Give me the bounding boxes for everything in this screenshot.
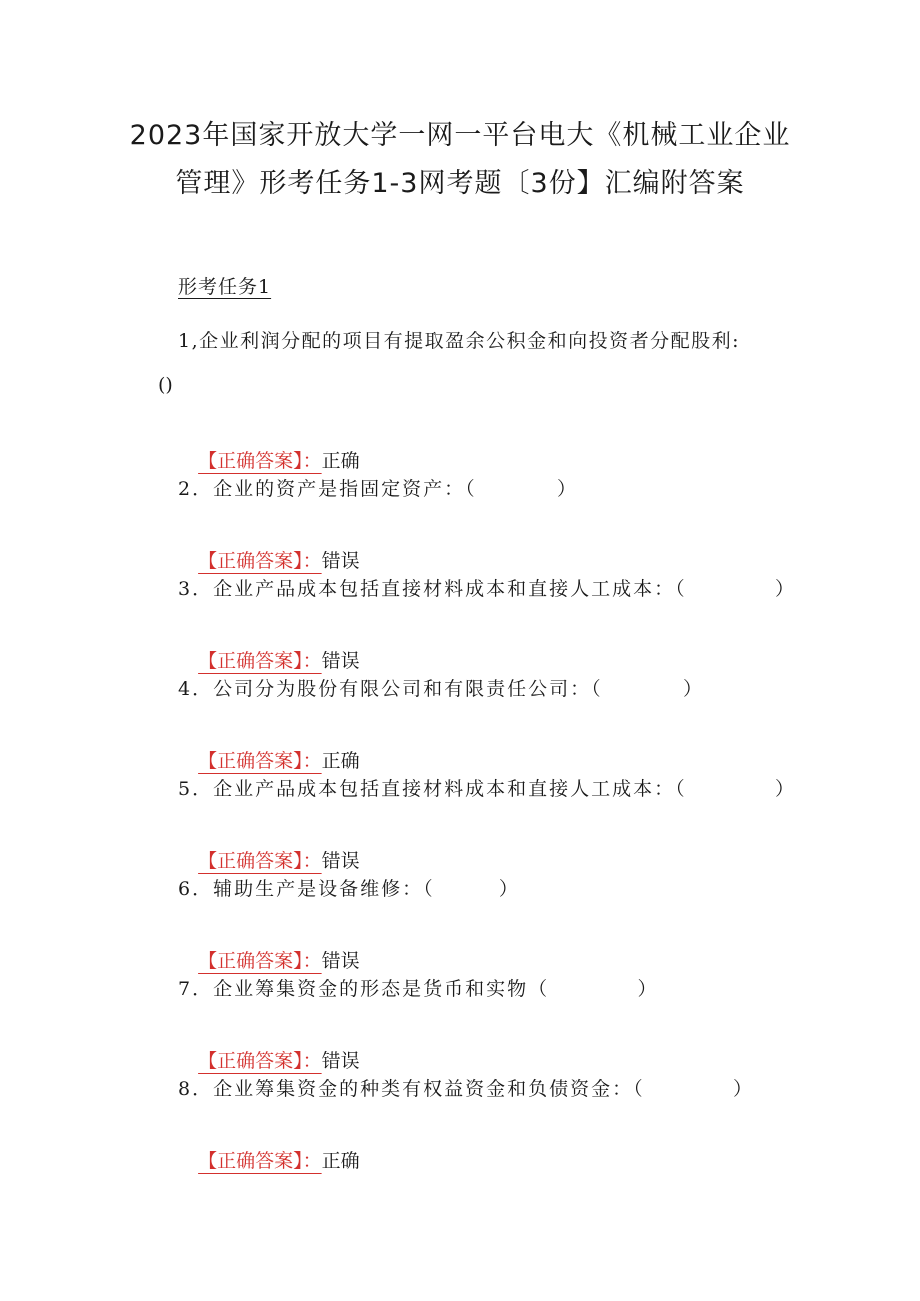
title-line-1: 2023年国家开放大学一网一平台电大《机械工业企业	[129, 120, 791, 151]
answer-value: 正确	[321, 750, 360, 772]
question-1: 1,企业利润分配的项目有提取盈余公积金和向投资者分配股利:	[178, 330, 741, 352]
answer-3	[186, 624, 360, 673]
answer-7	[186, 1024, 360, 1073]
answer-value: 错误	[321, 1050, 360, 1072]
question-3: 3．企业产品成本包括直接材料成本和直接人工成本：（ ）	[178, 578, 797, 600]
document-title	[60, 112, 860, 208]
answer-label: 【正确答案】：	[198, 650, 322, 672]
answer-label: 【正确答案】：	[198, 450, 322, 472]
question-2: 2．企业的资产是指固定资产：（ ）	[178, 478, 578, 500]
answer-value: 错误	[321, 950, 360, 972]
answer-value: 错误	[321, 650, 360, 672]
answer-value: 错误	[321, 850, 360, 872]
question-4: 4．公司分为股份有限公司和有限责任公司：（ ）	[178, 678, 704, 700]
answer-label: 【正确答案】：	[198, 750, 322, 772]
answer-8	[186, 1124, 360, 1173]
question-7: 7．企业筹集资金的形态是货币和实物（ ）	[178, 978, 659, 1000]
answer-label: 【正确答案】：	[198, 950, 322, 972]
answer-label: 【正确答案】：	[198, 550, 322, 572]
question-5: 5．企业产品成本包括直接材料成本和直接人工成本：（ ）	[178, 778, 797, 800]
answer-5	[186, 824, 360, 873]
answer-2	[186, 524, 360, 573]
answer-4	[186, 724, 360, 773]
question-1-paren: ()	[158, 374, 173, 396]
answer-6	[186, 924, 360, 973]
answer-label: 【正确答案】：	[198, 850, 322, 872]
answer-value: 正确	[321, 1150, 360, 1172]
answer-label: 【正确答案】：	[198, 1150, 322, 1172]
question-8: 8．企业筹集资金的种类有权益资金和负债资金：（ ）	[178, 1078, 755, 1100]
answer-value: 正确	[321, 450, 360, 472]
question-6: 6．辅助生产是设备维修：（ ）	[178, 878, 520, 900]
answer-1	[186, 424, 360, 473]
answer-value: 错误	[321, 550, 360, 572]
section-heading: 形考任务1	[178, 276, 272, 298]
title-line-2: 管理》形考任务1-3网考题〔3份】汇编附答案	[175, 168, 745, 199]
answer-label: 【正确答案】：	[198, 1050, 322, 1072]
